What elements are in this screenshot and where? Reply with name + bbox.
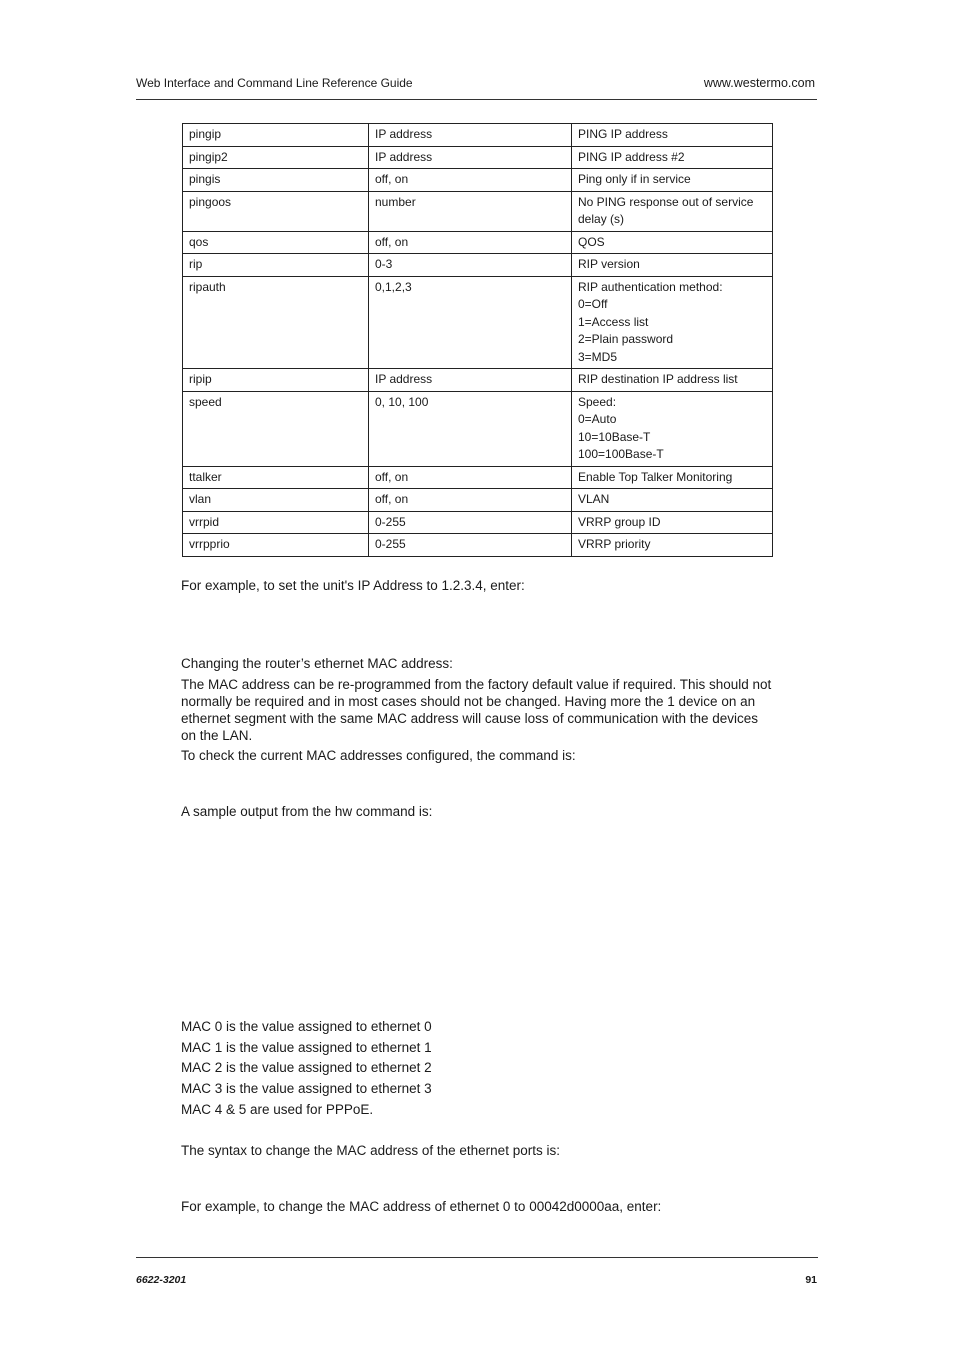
param-description: PING IP address (572, 124, 773, 147)
param-description: RIP version (572, 254, 773, 277)
footer-rule (136, 1257, 818, 1258)
param-name: pingip2 (183, 146, 369, 169)
param-description: Ping only if in service (572, 169, 773, 192)
table-row (183, 276, 773, 369)
param-description: Speed: 0=Auto 10=10Base-T 100=100Base-T (572, 391, 773, 466)
param-name: vrrpprio (183, 534, 369, 557)
example-ip-text: For example, to set the unit's IP Address to 1.2.3.4, enter: (181, 578, 525, 593)
mac-list-item: MAC 1 is the value assigned to ethernet 1 (181, 1040, 432, 1055)
param-values: off, on (369, 169, 572, 192)
header-rule (136, 99, 817, 100)
param-description: RIP destination IP address list (572, 369, 773, 392)
table-row (183, 169, 773, 192)
param-name: pingip (183, 124, 369, 147)
table-row (183, 146, 773, 169)
table-row (183, 191, 773, 231)
param-values: off, on (369, 489, 572, 512)
param-values: 0, 10, 100 (369, 391, 572, 466)
mac-list-item: MAC 4 & 5 are used for PPPoE. (181, 1102, 374, 1117)
check-mac-text: To check the current MAC addresses configured, the command is: (181, 748, 576, 763)
param-name: qos (183, 231, 369, 254)
param-name: pingis (183, 169, 369, 192)
param-description: No PING response out of service delay (s) (572, 191, 773, 231)
website-link[interactable]: www.westermo.com (703, 76, 815, 90)
example-mac-text: For example, to change the MAC address of ethernet 0 to 00042d0000aa, enter: (181, 1199, 662, 1214)
param-values: 0-3 (369, 254, 572, 277)
param-values: IP address (369, 146, 572, 169)
table-row (183, 124, 773, 147)
param-name: ttalker (183, 466, 369, 489)
param-name: ripauth (183, 276, 369, 369)
page-number: 91 (805, 1274, 817, 1286)
mac-list-item: MAC 3 is the value assigned to ethernet 3 (181, 1081, 432, 1096)
table-row (183, 534, 773, 557)
mac-section-heading: Changing the router’s ethernet MAC address: (181, 656, 453, 671)
param-values: IP address (369, 369, 572, 392)
parameter-table (182, 123, 773, 557)
running-header-title: Web Interface and Command Line Reference Guide (136, 76, 413, 90)
param-name: vrrpid (183, 511, 369, 534)
mac-paragraph: The MAC address can be re-programmed from the factory default value if required. This should not normally be required and in most cases should not be changed. Having more the 1 device on an ethernet segment with the same MAC address will cause loss of communication with the devices on the LAN. (181, 677, 772, 743)
table-row (183, 231, 773, 254)
param-values: IP address (369, 124, 572, 147)
param-name: rip (183, 254, 369, 277)
param-values: 0,1,2,3 (369, 276, 572, 369)
param-description: RIP authentication method: 0=Off 1=Access list 2=Plain password 3=MD5 (572, 276, 773, 369)
param-name: pingoos (183, 191, 369, 231)
table-row (183, 466, 773, 489)
table-row (183, 369, 773, 392)
param-description: Enable Top Talker Monitoring (572, 466, 773, 489)
param-description: VRRP priority (572, 534, 773, 557)
param-description: VLAN (572, 489, 773, 512)
param-values: 0-255 (369, 511, 572, 534)
param-name: ripip (183, 369, 369, 392)
param-description: VRRP group ID (572, 511, 773, 534)
syntax-text: The syntax to change the MAC address of the ethernet ports is: (181, 1143, 560, 1158)
document-number: 6622-3201 (136, 1274, 187, 1286)
param-values: off, on (369, 466, 572, 489)
param-values: off, on (369, 231, 572, 254)
table-row (183, 391, 773, 466)
mac-list-item: MAC 0 is the value assigned to ethernet 0 (181, 1019, 432, 1034)
table-row (183, 254, 773, 277)
param-name: vlan (183, 489, 369, 512)
param-name: speed (183, 391, 369, 466)
param-description: QOS (572, 231, 773, 254)
table-row (183, 511, 773, 534)
param-description: PING IP address #2 (572, 146, 773, 169)
table-row (183, 489, 773, 512)
sample-output-text: A sample output from the hw command is: (181, 804, 433, 819)
mac-list-item: MAC 2 is the value assigned to ethernet 2 (181, 1060, 432, 1075)
param-values: 0-255 (369, 534, 572, 557)
param-values: number (369, 191, 572, 231)
